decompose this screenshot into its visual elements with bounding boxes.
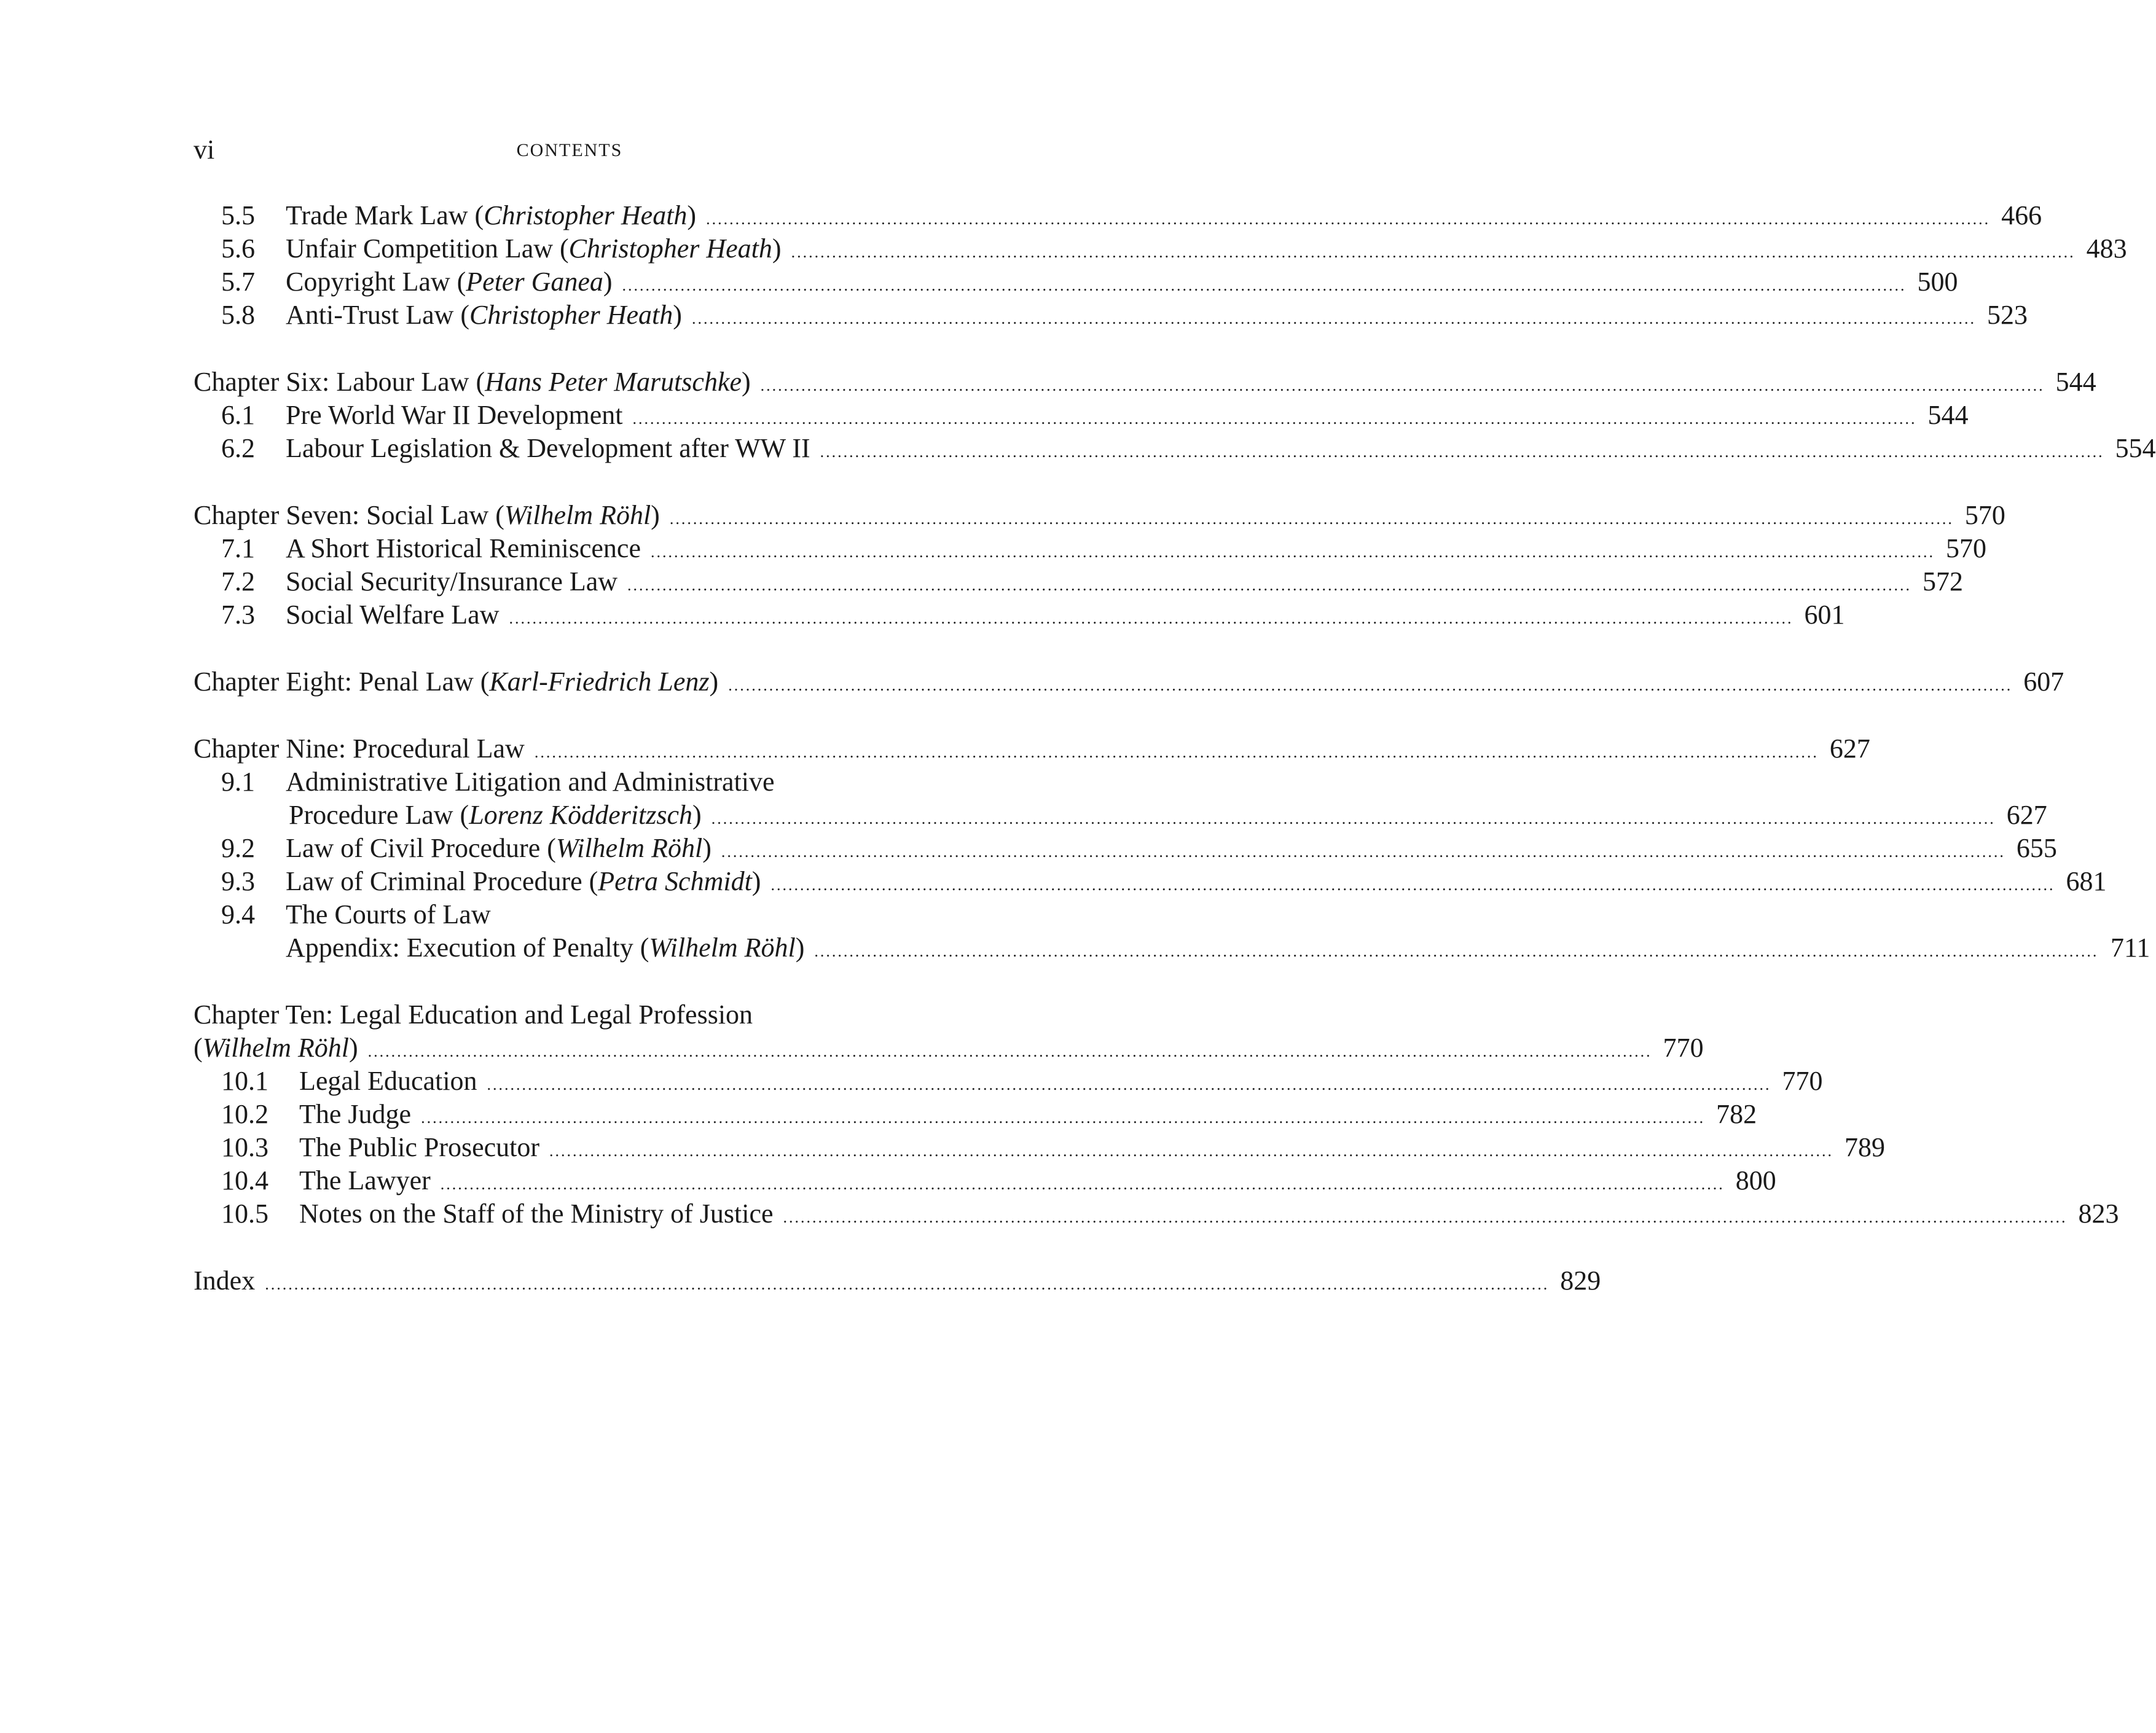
toc-entry [221,265,1958,299]
toc-entry-page: 655 [2016,833,2057,863]
toc-entry [221,765,995,799]
toc-entry-title: Index [194,1266,256,1296]
toc-entry-title: Copyright Law (Peter Ganea) [286,267,613,297]
toc-entry-title: Labour Legislation & Development after WW II [286,433,810,463]
dot-leader: ............................................................................................................................................................................................................................ [814,942,2099,960]
toc-entry [194,1031,1704,1065]
toc-entry-author: Christopher Heath [568,233,772,264]
dot-leader: ............................................................................................................................................................................................................................ [440,1175,1725,1193]
toc-entry-title: Legal Education [299,1066,477,1096]
toc-entry-page: 570 [1964,500,2005,530]
toc-entry-number: 5.5 [221,200,255,230]
toc-entry-number: 10.2 [221,1099,269,1129]
toc-entry [221,898,995,932]
toc-entry-page: 483 [2086,233,2127,264]
dot-leader: ............................................................................................................................................................................................................................ [632,410,1917,428]
toc-entry-author: Wilhelm Röhl [202,1033,349,1063]
toc-entry [286,931,2150,965]
toc-entry [289,798,2047,832]
toc-entry-page: 789 [1844,1132,1886,1162]
toc-entry [194,365,2096,399]
toc-entry-author: Karl-Friedrich Lenz [489,667,710,697]
toc-entry-title: Unfair Competition Law (Christopher Heath) [286,233,782,264]
dot-leader: ............................................................................................................................................................................................................................ [651,543,1935,561]
dot-leader: ............................................................................................................................................................................................................................ [421,1109,1706,1127]
toc-entry-title: The Public Prosecutor [299,1132,540,1162]
toc-entry-page: 829 [1560,1266,1601,1296]
dot-leader: ............................................................................................................................................................................................................................ [711,810,1996,827]
toc-entry-page: 500 [1917,267,1958,297]
toc-entry-page: 711 [2111,933,2150,963]
toc-entry [221,1064,1823,1098]
dot-leader: ............................................................................................................................................................................................................................ [783,1208,2068,1226]
dot-leader: ............................................................................................................................................................................................................................ [770,876,2055,894]
toc-entry-page: 607 [2023,667,2064,697]
toc-entry-author: Wilhelm Röhl [649,933,796,963]
toc-entry-number: 10.1 [221,1066,269,1096]
toc-entry-title: The Courts of Law [286,899,491,929]
toc-entry-title: Chapter Six: Labour Law (Hans Peter Marutschke) [194,367,751,397]
toc-entry-title: Trade Mark Law (Christopher Heath) [286,200,697,230]
dot-leader: ............................................................................................................................................................................................................................ [706,210,1991,228]
dot-leader: ............................................................................................................................................................................................................................ [721,843,2005,861]
toc-entry-title: Chapter Ten: Legal Education and Legal Profession [194,1000,753,1030]
toc-entry-title: The Lawyer [299,1165,431,1195]
toc-entry-page: 770 [1663,1033,1704,1063]
dot-leader: ............................................................................................................................................................................................................................ [728,676,2013,694]
toc-entry [221,398,1969,432]
toc-entry [221,1164,1776,1198]
dot-leader: ............................................................................................................................................................................................................................ [791,243,2076,261]
toc-entry-number: 6.1 [221,400,255,430]
toc-entry-title: Chapter Nine: Procedural Law [194,733,525,764]
toc-entry [194,498,2005,533]
toc-entry-title: Social Welfare Law [286,600,500,630]
toc-entry-author: Petra Schmidt [598,866,752,896]
toc-entry-number: 9.4 [221,899,255,929]
page-number: vi [194,135,215,165]
toc-entry [221,831,2057,866]
toc-entry-page: 800 [1735,1165,1776,1195]
toc-entry-number: 10.5 [221,1199,269,1229]
toc-entry-title: Chapter Seven: Social Law (Wilhelm Röhl) [194,500,660,530]
toc-entry-title: Law of Criminal Procedure (Petra Schmidt) [286,866,761,896]
toc-entry [221,198,2042,233]
toc-entry [221,864,2107,899]
running-head: CONTENTS [516,140,623,160]
toc-entry-number: 9.2 [221,833,255,863]
toc-entry-title: (Wilhelm Röhl) [194,1033,358,1063]
toc-entry-page: 544 [2055,367,2096,397]
toc-entry [221,1130,1886,1165]
toc-entry [221,1097,1757,1132]
toc-entry [221,598,1845,632]
toc-entry-title: The Judge [299,1099,412,1129]
toc-entry [194,732,1870,766]
toc-entry-number: 5.8 [221,300,255,330]
toc-entry-page: 681 [2066,866,2107,896]
toc-entry-author: Christopher Heath [469,300,673,330]
toc-entry-page: 627 [1829,733,1870,764]
toc-entry [194,665,2064,699]
dot-leader: ............................................................................................................................................................................................................................ [820,443,2104,461]
dot-leader: ............................................................................................................................................................................................................................ [487,1076,1771,1093]
toc-entry [194,1264,1601,1298]
dot-leader: ............................................................................................................................................................................................................................ [367,1043,1652,1060]
dot-leader: ............................................................................................................................................................................................................................ [669,510,1954,528]
toc-entry-page: 823 [2078,1199,2119,1229]
toc-entry [194,998,995,1032]
dot-leader: ............................................................................................................................................................................................................................ [691,310,1976,327]
toc-entry-number: 6.2 [221,433,255,463]
dot-leader: ............................................................................................................................................................................................................................ [622,276,1907,294]
toc-entry-page: 523 [1986,300,2028,330]
toc-entry-number: 10.4 [221,1165,269,1195]
dot-leader: ............................................................................................................................................................................................................................ [509,609,1793,627]
toc-entry [221,431,2156,466]
toc-entry-number: 7.1 [221,533,255,563]
toc-entry-number: 7.3 [221,600,255,630]
toc-entry-title: A Short Historical Reminiscence [286,533,641,563]
toc-entry-title: Pre World War II Development [286,400,623,430]
toc-entry [221,565,1964,599]
toc-entry-page: 554 [2115,433,2156,463]
toc-entry-title: Chapter Eight: Penal Law (Karl-Friedrich Lenz) [194,667,719,697]
dot-leader: ............................................................................................................................................................................................................................ [627,576,1912,594]
toc-entry-number: 9.3 [221,866,255,896]
toc-entry-number: 10.3 [221,1132,269,1162]
toc-entry-number: 5.7 [221,267,255,297]
toc-entry-page: 627 [2006,800,2047,830]
toc-entry-page: 782 [1716,1099,1757,1129]
toc-entry-title: Law of Civil Procedure (Wilhelm Röhl) [286,833,711,863]
toc-entry-page: 601 [1804,600,1845,630]
toc-entry [221,298,2028,332]
toc-entry-page: 570 [1946,533,1986,563]
toc-entry-author: Wilhelm Röhl [555,833,703,863]
dot-leader: ............................................................................................................................................................................................................................ [265,1275,1550,1293]
toc-entry-page: 544 [1927,400,1969,430]
toc-entry-page: 572 [1923,566,1964,597]
toc-entry-title: Anti-Trust Law (Christopher Heath) [286,300,682,330]
toc-entry-title: Procedure Law (Lorenz Ködderitzsch) [289,800,702,830]
toc-entry [221,232,2127,266]
toc-entry [221,1197,2119,1231]
dot-leader: ............................................................................................................................................................................................................................ [534,743,1819,761]
toc-entry-author: Christopher Heath [484,200,688,230]
toc-entry-page: 466 [2001,200,2042,230]
toc-entry-number: 5.6 [221,233,255,264]
toc-entry [221,531,1986,566]
toc-entry-title: Appendix: Execution of Penalty (Wilhelm Röhl) [286,933,805,963]
toc-entry-number: 9.1 [221,767,255,797]
dot-leader: ............................................................................................................................................................................................................................ [760,377,2045,394]
toc-entry-author: Lorenz Ködderitzsch [469,800,693,830]
toc-entry-author: Peter Ganea [466,267,603,297]
toc-entry-author: Hans Peter Marutschke [485,367,742,397]
toc-entry-page: 770 [1782,1066,1823,1096]
toc-entry-number: 7.2 [221,566,255,597]
dot-leader: ............................................................................................................................................................................................................................ [549,1142,1834,1160]
toc-entry-title: Administrative Litigation and Administrative [286,767,775,797]
toc-entry-author: Wilhelm Röhl [504,500,651,530]
toc-entry-title: Social Security/Insurance Law [286,566,618,597]
toc-entry-title: Notes on the Staff of the Ministry of Justice [299,1199,774,1229]
